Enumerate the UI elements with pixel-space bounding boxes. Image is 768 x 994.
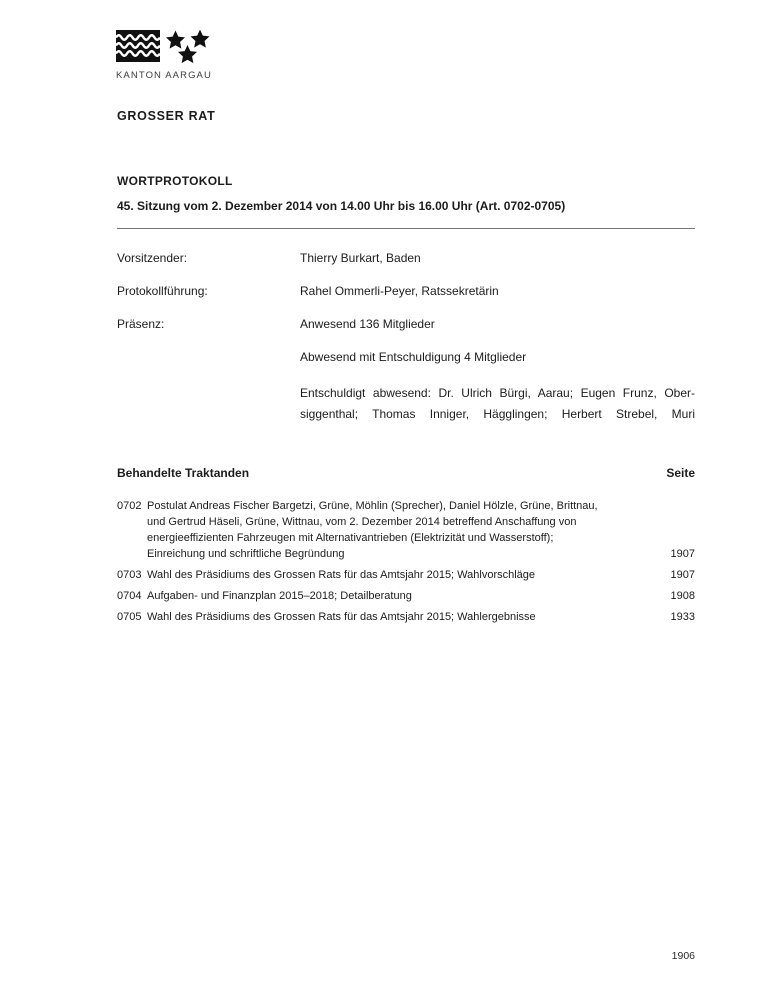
agenda-item-page: 1907 xyxy=(670,569,695,581)
meta-row-protokollfuehrung xyxy=(117,284,695,299)
agenda-item-text xyxy=(147,567,655,583)
meta-value: Rahel Ommerli-Peyer, Ratssekretärin xyxy=(300,284,499,298)
org-title: GROSSER RAT xyxy=(117,109,216,123)
excused-line: siggenthal; Thomas Inniger, Hägglingen; Herbert Strebel, Muri xyxy=(300,407,695,421)
agenda-item-line: Einreichung und schriftliche Begründung xyxy=(147,548,345,560)
agenda-item-text xyxy=(147,609,655,625)
agenda-item-line: Wahl des Präsidiums des Grossen Rats für das Amtsjahr 2015; Wahlergebnisse xyxy=(147,611,536,623)
meta-row-vorsitzender xyxy=(117,251,695,266)
agenda-item-0702 xyxy=(117,498,695,562)
agenda-item-line: Aufgaben- und Finanzplan 2015–2018; Detailberatung xyxy=(147,590,412,602)
agenda-item-0704 xyxy=(117,588,695,604)
agenda-item-text xyxy=(147,498,655,562)
agenda-item-number: 0705 xyxy=(117,611,142,623)
meta-row-praesenz xyxy=(117,317,695,332)
agenda-item-page: 1933 xyxy=(670,611,695,623)
agenda-header xyxy=(117,466,695,480)
agenda-item-page: 1908 xyxy=(670,590,695,602)
meta-value: Anwesend 136 Mitglieder xyxy=(300,317,435,331)
meta-section xyxy=(117,251,695,425)
agenda-item-number: 0703 xyxy=(117,569,142,581)
agenda-page-column-label: Seite xyxy=(666,466,695,480)
kanton-aargau-logo xyxy=(116,30,213,81)
footer-page-number: 1906 xyxy=(671,950,695,962)
excused-absent-paragraph xyxy=(300,383,695,425)
agenda-item-number: 0704 xyxy=(117,590,142,602)
meta-value: Abwesend mit Entschuldigung 4 Mitglieder xyxy=(300,350,527,364)
logo-caption: KANTON AARGAU xyxy=(116,70,212,81)
doc-type-title: WORTPROTOKOLL xyxy=(117,174,233,188)
agenda-item-line: Wahl des Präsidiums des Grossen Rats für das Amtsjahr 2015; Wahlvorschläge xyxy=(147,569,536,581)
meta-value: Thierry Burkart, Baden xyxy=(300,251,421,265)
meta-label: Protokollführung: xyxy=(117,284,208,298)
agenda-item-0705 xyxy=(117,609,695,625)
aargau-flag-stars-icon xyxy=(116,30,213,66)
agenda-item-line: Postulat Andreas Fischer Bargetzi, Grüne, Möhlin (Sprecher), Daniel Hölzle, Grüne, Brittnau, xyxy=(147,500,598,512)
agenda-item-number: 0702 xyxy=(117,500,142,512)
meta-label: Vorsitzender: xyxy=(117,251,188,265)
agenda-item-text xyxy=(147,588,655,604)
agenda-item-line: und Gertrud Häseli, Grüne, Wittnau, vom 2. Dezember 2014 betreffend Anschaffung von xyxy=(147,516,577,528)
agenda-item-page: 1907 xyxy=(670,548,695,560)
agenda-items xyxy=(117,498,695,630)
excused-line: Entschuldigt abwesend: Dr. Ulrich Bürgi, Aarau; Eugen Frunz, Ober- xyxy=(300,386,695,400)
agenda-item-0703 xyxy=(117,567,695,583)
agenda-title: Behandelte Traktanden xyxy=(117,466,250,480)
meta-row-abwesend xyxy=(117,350,695,365)
session-info: 45. Sitzung vom 2. Dezember 2014 von 14.00 Uhr bis 16.00 Uhr (Art. 0702-0705) xyxy=(117,199,566,213)
meta-label xyxy=(117,350,300,365)
agenda-item-line: energieeffizienten Fahrzeugen mit Alternativantrieben (Elektrizität und Wasserstoff); xyxy=(147,532,554,544)
meta-label: Präsenz: xyxy=(117,317,165,331)
divider-line xyxy=(117,228,695,229)
